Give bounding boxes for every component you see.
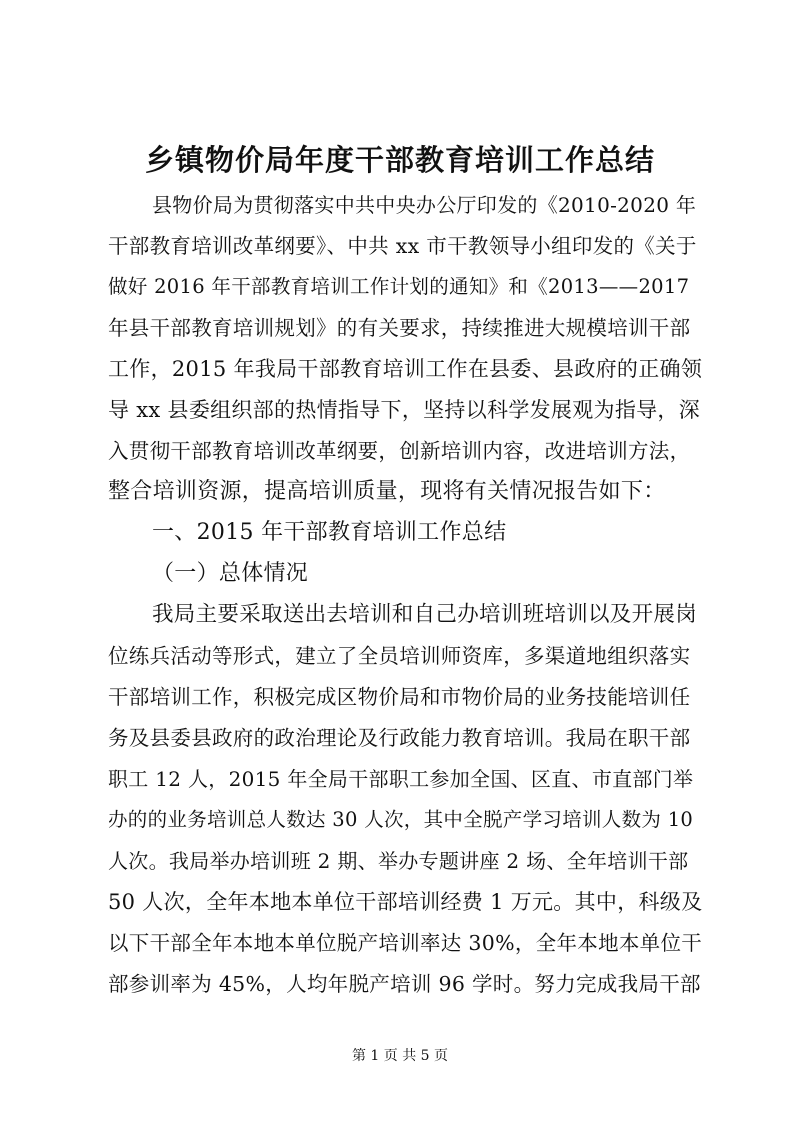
- paragraph-line: 入贯彻干部教育培训改革纲要，创新培训内容，改进培训方法，: [108, 439, 691, 463]
- document-title: 乡镇物价局年度干部教育培训工作总结: [144, 143, 655, 177]
- section-heading: 一、2015 年干部教育培训工作总结: [152, 520, 507, 545]
- paragraph-line: 县物价局为贯彻落实中共中央办公厅印发的《2010-2020 年: [152, 193, 697, 217]
- paragraph-line: 以下干部全年本地本单位脱产培训率达 30%，全年本地本单位干: [108, 931, 703, 955]
- paragraph-line: 整合培训资源，提高培训质量，现将有关情况报告如下：: [108, 479, 666, 504]
- paragraph-line: 务及县委县政府的政治理论及行政能力教育培训。我局在职干部: [108, 726, 691, 750]
- paragraph-line: 人次。我局举办培训班 2 期、举办专题讲座 2 场、全年培训干部: [108, 849, 689, 873]
- paragraph-line: 年县干部教育培训规划》的有关要求，持续推进大规模培训干部: [108, 316, 691, 340]
- paragraph-line: 办的的业务培训总人数达 30 人次，其中全脱产学习培训人数为 10: [108, 808, 694, 831]
- paragraph-line: 职工 12 人，2015 年全局干部职工参加全国、区直、市直部门举: [108, 767, 694, 791]
- paragraph-line: 工作，2015 年我局干部教育培训工作在县委、县政府的正确领: [108, 357, 703, 381]
- paragraph-line: 我局主要采取送出去培训和自己办培训班培训以及开展岗: [152, 602, 698, 627]
- paragraph-line: 干部培训工作，积极完成区物价局和市物价局的业务技能培训任: [108, 685, 691, 709]
- subsection-heading: （一）总体情况: [152, 561, 309, 586]
- paragraph-line: 位练兵活动等形式，建立了全员培训师资库，多渠道地组织落实: [108, 644, 691, 668]
- page-footer: 第 1 页 共 5 页: [351, 1048, 449, 1064]
- paragraph-line: 导 xx 县委组织部的热情指导下，坚持以科学发展观为指导，深: [108, 398, 701, 422]
- paragraph-line: 干部教育培训改革纲要》、中共 xx 市干教领导小组印发的《关于: [108, 234, 697, 258]
- paragraph-line: 做好 2016 年干部教育培训工作计划的通知》和《2013——2017: [108, 275, 690, 298]
- paragraph-line: 部参训率为 45%，人均年脱产培训 96 学时。努力完成我局干部: [108, 972, 701, 996]
- paragraph-line: 50 人次，全年本地本单位干部培训经费 1 万元。其中，科级及: [108, 890, 703, 914]
